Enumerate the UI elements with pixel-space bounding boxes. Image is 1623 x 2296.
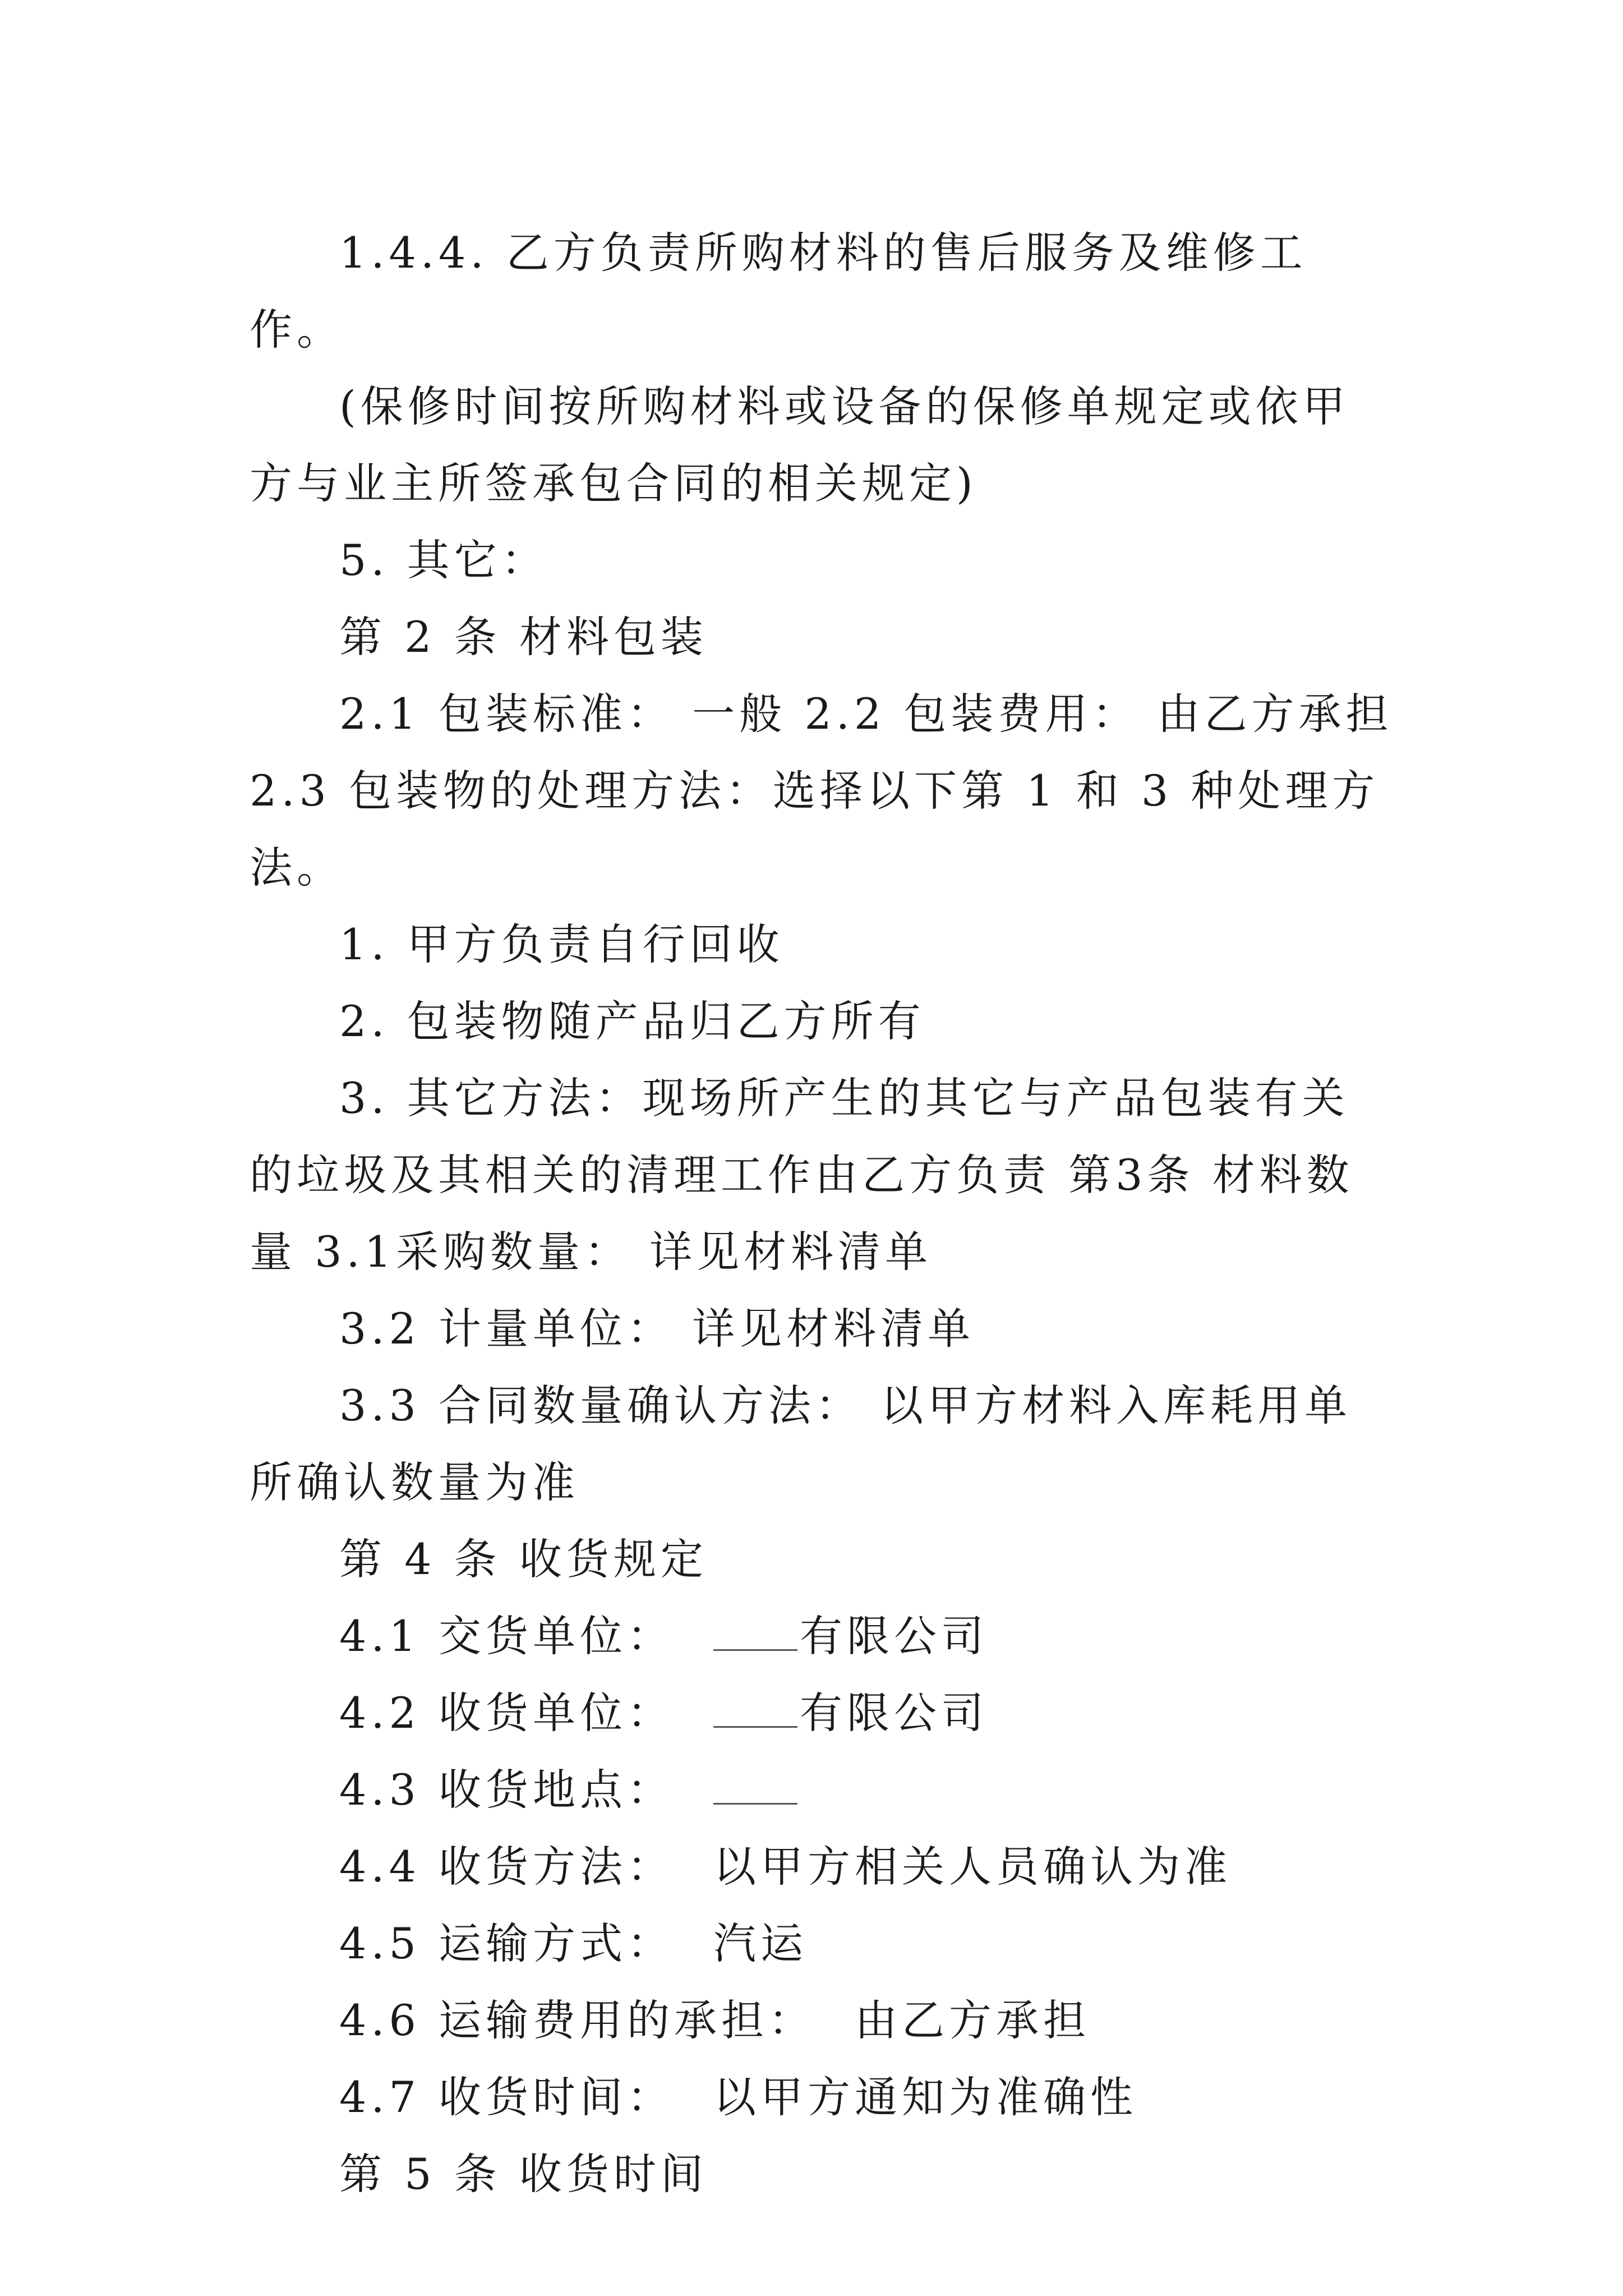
delivery-unit-blank	[713, 1617, 797, 1651]
warranty-note: (保修时间按所购材料或设备的保修单规定或依甲方与业主所签承包合同的相关规定)	[250, 381, 1350, 508]
receiving-place-blank	[713, 1770, 797, 1805]
clause-4-6	[250, 1982, 1394, 2059]
receiving-time-value: 以甲方通知为准确性	[713, 2072, 1138, 2122]
receiving-method-label: 4.4 收货方法：	[339, 1842, 675, 1892]
delivery-unit-value: 有限公司	[800, 1611, 989, 1661]
delivery-unit-label: 4.1 交货单位：	[339, 1611, 675, 1661]
clause-4-3	[250, 1751, 1394, 1828]
clause-4-5	[250, 1905, 1394, 1982]
clause-4-1	[250, 1598, 1394, 1674]
packaging-option-1: 1. 甲方负责自行回收	[339, 919, 784, 969]
transport-mode-label: 4.5 运输方式：	[339, 1918, 675, 1968]
article-2-heading: 第 2 条 材料包装	[339, 612, 708, 662]
clause-5-other: 5. 其它：	[339, 535, 548, 585]
packaging-clauses: 2.1 包装标准： 一般 2.2 包装费用： 由乙方承担 2.3 包装物的处理方法：选择以下第 1 和 3 种处理方法。	[250, 689, 1393, 892]
clause-4-4	[250, 1828, 1394, 1905]
receiving-time-label: 4.7 收货时间：	[339, 2072, 675, 2122]
article-4-heading: 第 4 条 收货规定	[339, 1534, 708, 1584]
clause-3-2: 3.2 计量单位： 详见材料清单	[339, 1304, 975, 1354]
receiving-unit-value: 有限公司	[800, 1688, 989, 1738]
transport-cost-value: 由乙方承担	[855, 1995, 1091, 2045]
receiving-unit-blank	[713, 1694, 797, 1728]
receiving-place-label: 4.3 收货地点：	[339, 1765, 675, 1815]
receiving-method-value: 以甲方相关人员确认为准	[713, 1842, 1232, 1892]
clause-4-7	[250, 2059, 1394, 2136]
document-body	[250, 214, 1394, 2212]
receiving-unit-label: 4.2 收货单位：	[339, 1688, 675, 1738]
article-5-heading: 第 5 条 收货时间	[339, 2149, 708, 2199]
clause-1-4-4: 1.4.4. 乙方负责所购材料的售后服务及维修工作。	[250, 228, 1307, 355]
packaging-option-3-and-article-3: 3. 其它方法：现场所产生的其它与产品包装有关的垃圾及其相关的清理工作由乙方负责 第3条 材料数量 3.1采购数量： 详见材料清单	[250, 1073, 1354, 1277]
packaging-option-2: 2. 包装物随产品归乙方所有	[339, 996, 925, 1046]
clause-4-2	[250, 1674, 1394, 1751]
transport-cost-label: 4.6 运输费用的承担：	[339, 1995, 816, 2045]
clause-3-3: 3.3 合同数量确认方法： 以甲方材料入库耗用单所确认数量为准	[250, 1381, 1352, 1507]
transport-mode-value: 汽运	[713, 1918, 808, 1968]
